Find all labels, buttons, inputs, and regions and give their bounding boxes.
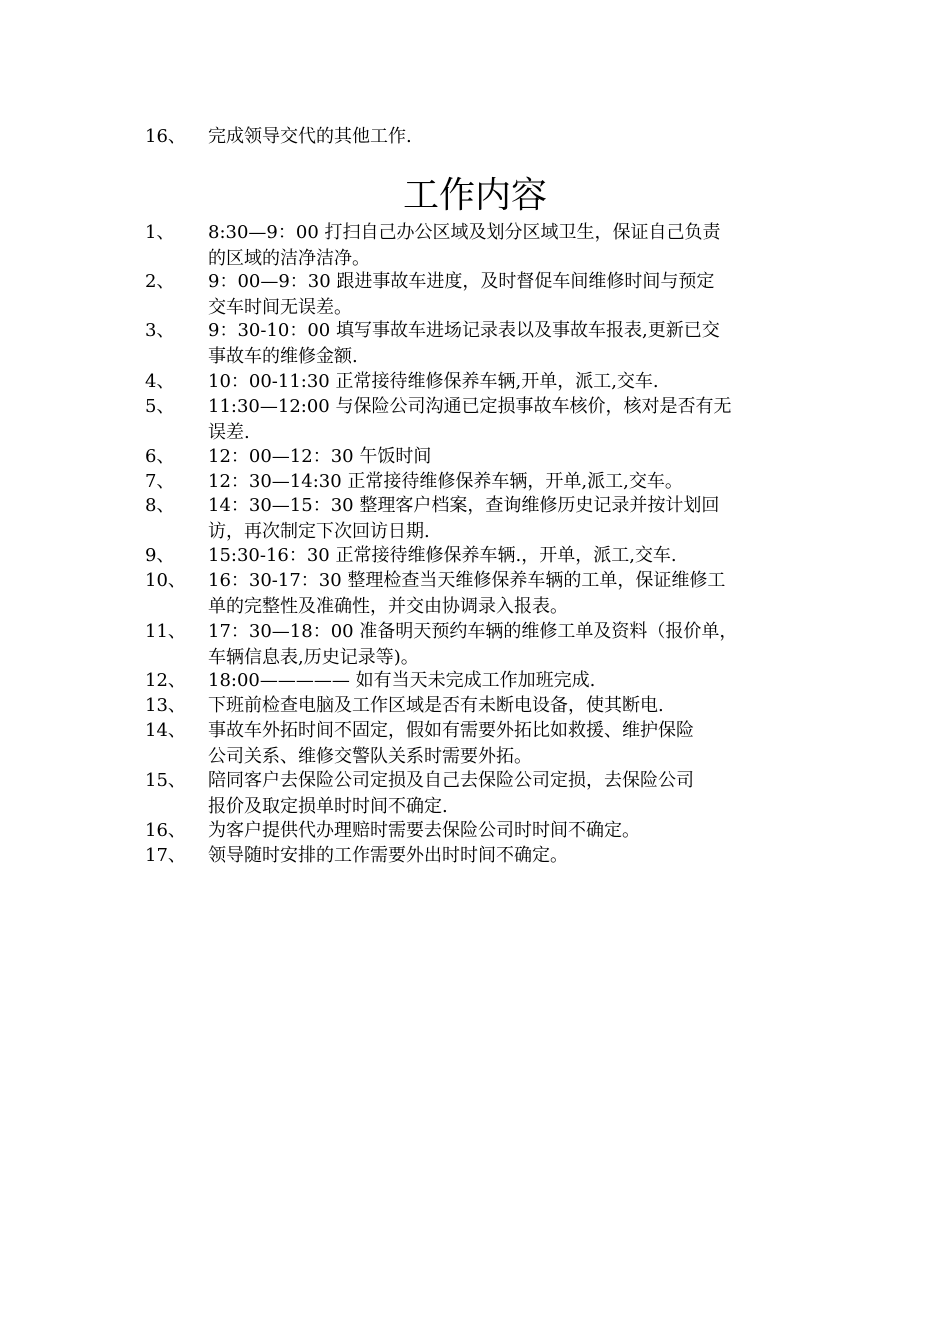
item-text: 12：30—14:30 正常接待维修保养车辆，开单,派工,交车。 — [208, 471, 683, 492]
item-number: 16、 — [145, 126, 186, 147]
item-text: 14：30—15：30 整理客户档案，查询维修历史记录并按计划回 访，再次制定下次回访日期. — [208, 495, 720, 542]
item-text: 事故车外拓时间不固定，假如有需要外拓比如救援、维护保险 公司关系、维修交警队关系时需要外拓。 — [208, 720, 694, 767]
item-text: 为客户提供代办理赔时需要去保险公司时时间不确定。 — [208, 820, 640, 841]
item-number: 10、 — [145, 570, 186, 591]
item-text: 陪同客户去保险公司定损及自己去保险公司定损，去保险公司 报价及取定损单时时间不确定. — [208, 770, 694, 817]
item-text: 11:30—12:00 与保险公司沟通已定损事故车核价，核对是否有无 误差. — [208, 396, 732, 443]
item-number: 3、 — [145, 320, 175, 341]
item-text: 8:30—9：00 打扫自己办公区域及划分区域卫生，保证自己负责 的区域的洁净洁净。 — [208, 222, 721, 269]
section-title: 工作内容 — [402, 175, 547, 216]
item-number: 15、 — [145, 770, 186, 791]
item-text: 15:30-16：30 正常接待维修保养车辆.，开单，派工,交车. — [208, 545, 677, 566]
item-number: 7、 — [145, 471, 175, 492]
item-text: 领导随时安排的工作需要外出时时间不确定。 — [208, 845, 568, 866]
list-item — [145, 693, 825, 719]
item-text: 18:00————— 如有当天未完成工作加班完成. — [208, 670, 596, 691]
item-number: 14、 — [145, 720, 186, 741]
item-text: 10：00-11:30 正常接待维修保养车辆,开单，派工,交车. — [208, 371, 659, 392]
list-item — [145, 843, 825, 869]
item-number: 12、 — [145, 670, 186, 691]
list-item — [145, 718, 825, 770]
list-item — [145, 768, 825, 820]
list-item — [145, 493, 825, 545]
item-number: 6、 — [145, 446, 175, 467]
list-item — [145, 668, 825, 694]
list-item — [145, 220, 825, 272]
item-number: 17、 — [145, 845, 186, 866]
item-text: 16：30-17：30 整理检查当天维修保养车辆的工单，保证维修工 单的完整性及准确性，并交由协调录入报表。 — [208, 570, 726, 617]
continued-list-item — [145, 124, 825, 150]
list-item — [145, 318, 825, 370]
list-item — [145, 568, 825, 620]
item-number: 13、 — [145, 695, 186, 716]
list-item — [145, 369, 825, 395]
item-number: 8、 — [145, 495, 175, 516]
list-item — [145, 444, 825, 470]
item-number: 1、 — [145, 222, 175, 243]
item-text: 9：00—9：30 跟进事故车进度，及时督促车间维修时间与预定 交车时间无误差。 — [208, 271, 715, 318]
list-item — [145, 818, 825, 844]
item-number: 11、 — [145, 621, 186, 642]
list-item — [145, 543, 825, 569]
list-item — [145, 269, 825, 321]
item-number: 16、 — [145, 820, 186, 841]
item-text: 9：30-10：00 填写事故车进场记录表以及事故车报表,更新已交 事故车的维修金额. — [208, 320, 720, 367]
list-item — [145, 469, 825, 495]
item-text: 完成领导交代的其他工作. — [208, 126, 412, 147]
item-number: 9、 — [145, 545, 175, 566]
item-text: 17：30—18：00 准备明天预约车辆的维修工单及资料（报价单， 车辆信息表,历史记录等)。 — [208, 621, 738, 668]
list-item — [145, 619, 825, 671]
item-text: 下班前检查电脑及工作区域是否有未断电设备，使其断电. — [208, 695, 664, 716]
item-text: 12：00—12：30 午饭时间 — [208, 446, 432, 467]
item-number: 5、 — [145, 396, 175, 417]
item-number: 4、 — [145, 371, 175, 392]
list-item — [145, 394, 825, 446]
item-number: 2、 — [145, 271, 175, 292]
